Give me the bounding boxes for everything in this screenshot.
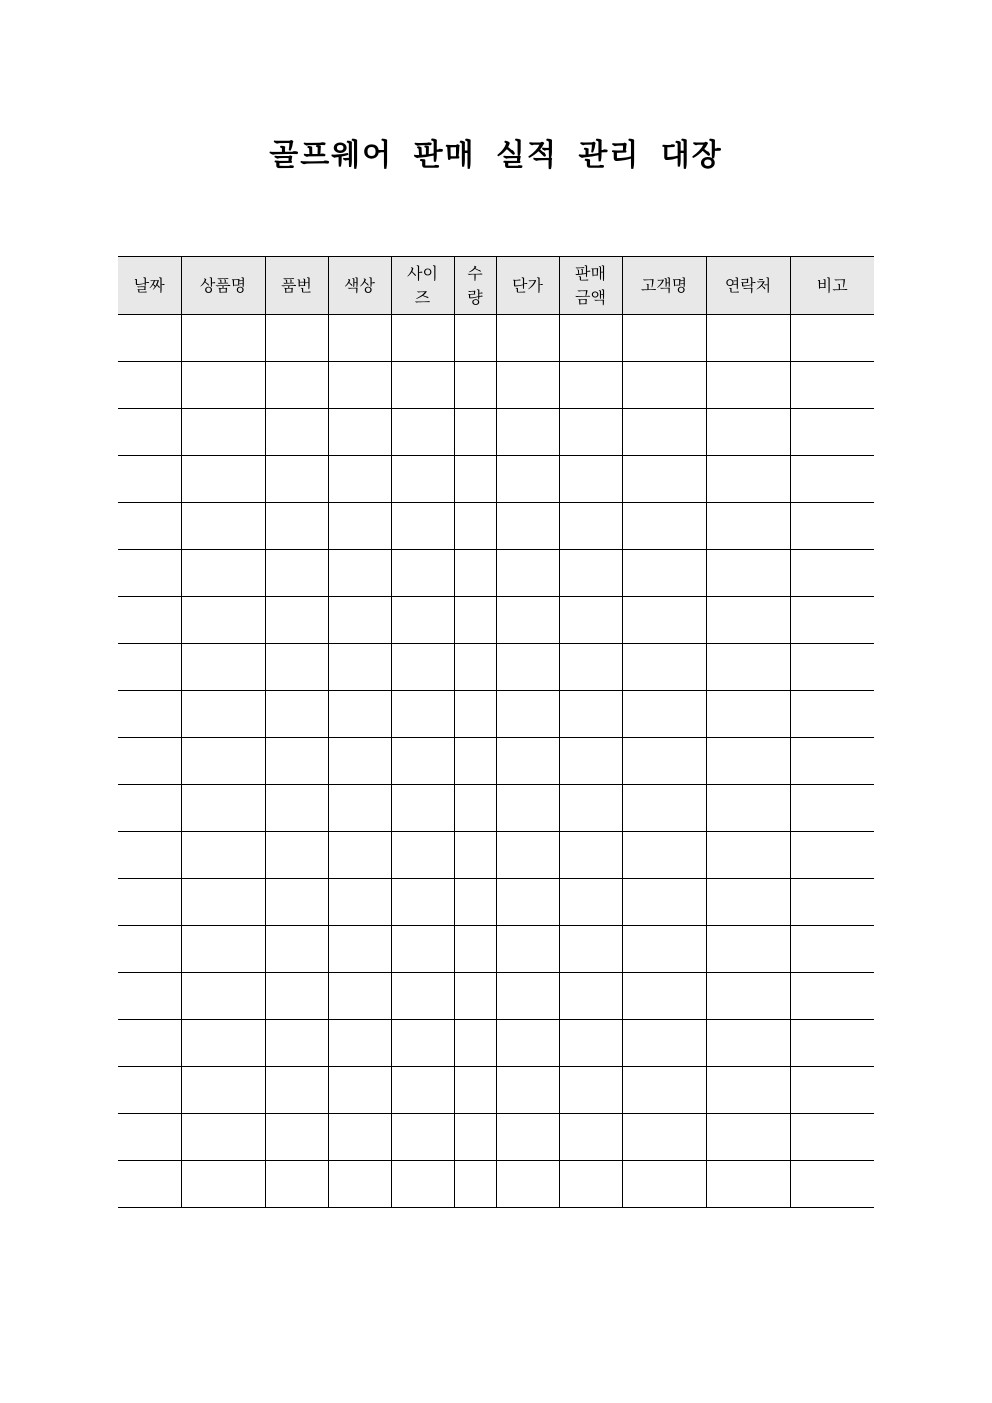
- table-cell[interactable]: [391, 409, 454, 456]
- column-header: [790, 257, 874, 315]
- table-cell[interactable]: [496, 785, 559, 832]
- table-row: [118, 879, 874, 926]
- table-cell[interactable]: [328, 550, 391, 597]
- table-cell[interactable]: [790, 973, 874, 1020]
- table-cell[interactable]: [559, 456, 622, 503]
- table-row: [118, 409, 874, 456]
- table-cell[interactable]: [706, 550, 790, 597]
- table-cell[interactable]: [328, 691, 391, 738]
- column-header-label: 단가: [512, 275, 543, 295]
- table-cell[interactable]: [454, 456, 496, 503]
- table-cell[interactable]: [391, 1161, 454, 1208]
- table-cell[interactable]: [496, 644, 559, 691]
- table-cell[interactable]: [328, 644, 391, 691]
- table-cell[interactable]: [181, 879, 265, 926]
- table-cell[interactable]: [265, 691, 328, 738]
- table-cell[interactable]: [454, 644, 496, 691]
- column-header: [118, 257, 181, 315]
- table-cell[interactable]: [559, 644, 622, 691]
- table-cell[interactable]: [454, 1161, 496, 1208]
- column-header-label: 연락처: [724, 275, 772, 295]
- table-cell[interactable]: [265, 832, 328, 879]
- table-row: [118, 1161, 874, 1208]
- column-header-label: 품번: [281, 275, 312, 295]
- column-header-label: 금액: [575, 287, 606, 307]
- table-cell[interactable]: [454, 550, 496, 597]
- column-header-label: 고객명: [640, 275, 688, 295]
- table-cell[interactable]: [559, 691, 622, 738]
- table-cell[interactable]: [265, 926, 328, 973]
- table-cell[interactable]: [706, 879, 790, 926]
- column-header: [454, 257, 496, 315]
- table-cell[interactable]: [706, 503, 790, 550]
- table-cell[interactable]: [328, 1067, 391, 1114]
- table-cell[interactable]: [622, 1020, 706, 1067]
- table-cell[interactable]: [559, 738, 622, 785]
- table-cell[interactable]: [559, 973, 622, 1020]
- table-cell[interactable]: [790, 926, 874, 973]
- table-cell[interactable]: [265, 362, 328, 409]
- table-cell[interactable]: [118, 926, 181, 973]
- table-cell[interactable]: [559, 926, 622, 973]
- table-cell[interactable]: [118, 644, 181, 691]
- table-cell[interactable]: [391, 973, 454, 1020]
- table-cell[interactable]: [391, 691, 454, 738]
- table-cell[interactable]: [391, 832, 454, 879]
- table-cell[interactable]: [118, 1161, 181, 1208]
- table-cell[interactable]: [622, 409, 706, 456]
- table-cell[interactable]: [622, 503, 706, 550]
- table-cell[interactable]: [391, 1114, 454, 1161]
- table-cell[interactable]: [622, 597, 706, 644]
- table-cell[interactable]: [706, 785, 790, 832]
- table-cell[interactable]: [391, 1067, 454, 1114]
- table-cell[interactable]: [790, 832, 874, 879]
- table-cell[interactable]: [454, 738, 496, 785]
- table-cell[interactable]: [181, 1114, 265, 1161]
- table-cell[interactable]: [706, 644, 790, 691]
- table-cell[interactable]: [118, 738, 181, 785]
- table-cell[interactable]: [118, 597, 181, 644]
- table-cell[interactable]: [391, 362, 454, 409]
- table-cell[interactable]: [181, 456, 265, 503]
- table-cell[interactable]: [454, 315, 496, 362]
- table-cell[interactable]: [496, 1067, 559, 1114]
- table-cell[interactable]: [181, 362, 265, 409]
- table-cell[interactable]: [706, 315, 790, 362]
- table-cell[interactable]: [181, 738, 265, 785]
- table-cell[interactable]: [790, 1067, 874, 1114]
- table-cell[interactable]: [790, 738, 874, 785]
- table-cell[interactable]: [454, 503, 496, 550]
- table-cell[interactable]: [265, 785, 328, 832]
- column-header-label: 수: [467, 263, 483, 283]
- column-header-label: 판매: [575, 263, 606, 283]
- table-cell[interactable]: [496, 362, 559, 409]
- table-cell[interactable]: [181, 1020, 265, 1067]
- table-cell[interactable]: [265, 503, 328, 550]
- table-cell[interactable]: [496, 832, 559, 879]
- table-cell[interactable]: [391, 738, 454, 785]
- column-header-label: 비고: [816, 275, 848, 295]
- table-cell[interactable]: [559, 409, 622, 456]
- table-cell[interactable]: [328, 973, 391, 1020]
- table-cell[interactable]: [328, 409, 391, 456]
- table-row: [118, 973, 874, 1020]
- table-cell[interactable]: [559, 832, 622, 879]
- table-cell[interactable]: [706, 738, 790, 785]
- table-row: [118, 1114, 874, 1161]
- table-cell[interactable]: [622, 1161, 706, 1208]
- table-cell[interactable]: [790, 879, 874, 926]
- table-cell[interactable]: [265, 456, 328, 503]
- table-cell[interactable]: [265, 738, 328, 785]
- column-header-label: 사이: [407, 263, 438, 283]
- table-cell[interactable]: [328, 832, 391, 879]
- table-cell[interactable]: [454, 362, 496, 409]
- table-cell[interactable]: [118, 879, 181, 926]
- table-cell[interactable]: [118, 1114, 181, 1161]
- table-cell[interactable]: [265, 879, 328, 926]
- table-cell[interactable]: [559, 315, 622, 362]
- table-row: [118, 597, 874, 644]
- table-cell[interactable]: [622, 785, 706, 832]
- table-cell[interactable]: [496, 973, 559, 1020]
- table-cell[interactable]: [496, 879, 559, 926]
- table-cell[interactable]: [622, 879, 706, 926]
- table-cell[interactable]: [454, 691, 496, 738]
- column-header: [391, 257, 454, 315]
- table-cell[interactable]: [496, 926, 559, 973]
- table-cell[interactable]: [265, 1020, 328, 1067]
- table-cell[interactable]: [622, 550, 706, 597]
- column-header-label: 색상: [344, 275, 375, 295]
- table-cell[interactable]: [706, 926, 790, 973]
- table-cell[interactable]: [454, 1114, 496, 1161]
- table-row: [118, 503, 874, 550]
- table-cell[interactable]: [181, 503, 265, 550]
- table-cell[interactable]: [265, 1161, 328, 1208]
- sales-ledger-table: [118, 256, 874, 1208]
- table-cell[interactable]: [790, 597, 874, 644]
- table-cell[interactable]: [391, 926, 454, 973]
- table-cell[interactable]: [118, 503, 181, 550]
- table-cell[interactable]: [181, 832, 265, 879]
- table-cell[interactable]: [391, 785, 454, 832]
- table-cell[interactable]: [622, 315, 706, 362]
- table-cell[interactable]: [391, 503, 454, 550]
- table-cell[interactable]: [706, 832, 790, 879]
- table-cell[interactable]: [328, 1114, 391, 1161]
- table-cell[interactable]: [706, 973, 790, 1020]
- table-cell[interactable]: [706, 691, 790, 738]
- table-cell[interactable]: [622, 362, 706, 409]
- table-cell[interactable]: [496, 738, 559, 785]
- table-cell[interactable]: [454, 597, 496, 644]
- table-cell[interactable]: [181, 926, 265, 973]
- table-cell[interactable]: [118, 1067, 181, 1114]
- table-cell[interactable]: [790, 785, 874, 832]
- table-cell[interactable]: [454, 926, 496, 973]
- table-cell[interactable]: [496, 409, 559, 456]
- table-cell[interactable]: [265, 550, 328, 597]
- table-cell[interactable]: [118, 550, 181, 597]
- table-cell[interactable]: [454, 832, 496, 879]
- table-cell[interactable]: [790, 550, 874, 597]
- table-cell[interactable]: [454, 1020, 496, 1067]
- table-cell[interactable]: [118, 973, 181, 1020]
- column-header-label: 상품명: [199, 275, 247, 295]
- table-cell[interactable]: [790, 456, 874, 503]
- table-cell[interactable]: [328, 785, 391, 832]
- table-cell[interactable]: [181, 1161, 265, 1208]
- table-row: [118, 785, 874, 832]
- table-cell[interactable]: [391, 597, 454, 644]
- table-cell[interactable]: [181, 785, 265, 832]
- table-cell[interactable]: [706, 1067, 790, 1114]
- column-header-label: 즈: [414, 287, 431, 307]
- table-cell[interactable]: [706, 362, 790, 409]
- table-cell[interactable]: [622, 832, 706, 879]
- column-header: [559, 257, 622, 315]
- page-title: 골프웨어 판매 실적 관리 대장: [269, 138, 723, 173]
- column-header: [181, 257, 265, 315]
- table-cell[interactable]: [559, 1020, 622, 1067]
- table-cell[interactable]: [559, 1114, 622, 1161]
- table-cell[interactable]: [328, 456, 391, 503]
- table-row: [118, 362, 874, 409]
- table-cell[interactable]: [622, 738, 706, 785]
- table-cell[interactable]: [622, 691, 706, 738]
- table-cell[interactable]: [181, 1067, 265, 1114]
- table-cell[interactable]: [454, 409, 496, 456]
- table-cell[interactable]: [496, 1161, 559, 1208]
- column-header: [496, 257, 559, 315]
- table-cell[interactable]: [559, 879, 622, 926]
- table-cell[interactable]: [559, 503, 622, 550]
- table-cell[interactable]: [622, 1114, 706, 1161]
- table-cell[interactable]: [496, 597, 559, 644]
- table-cell[interactable]: [454, 973, 496, 1020]
- table-cell[interactable]: [391, 879, 454, 926]
- table-cell[interactable]: [706, 597, 790, 644]
- table-cell[interactable]: [118, 409, 181, 456]
- table-row: [118, 456, 874, 503]
- table-cell[interactable]: [559, 785, 622, 832]
- table-cell[interactable]: [118, 315, 181, 362]
- table-cell[interactable]: [328, 879, 391, 926]
- table-cell[interactable]: [790, 503, 874, 550]
- table-row: [118, 315, 874, 362]
- table-cell[interactable]: [559, 362, 622, 409]
- table-cell[interactable]: [622, 456, 706, 503]
- table-cell[interactable]: [496, 550, 559, 597]
- table-row: [118, 926, 874, 973]
- table-cell[interactable]: [181, 597, 265, 644]
- table-row: [118, 550, 874, 597]
- table-cell[interactable]: [328, 503, 391, 550]
- table-cell[interactable]: [622, 973, 706, 1020]
- table-cell[interactable]: [790, 315, 874, 362]
- table-cell[interactable]: [790, 691, 874, 738]
- table-row: [118, 738, 874, 785]
- table-cell[interactable]: [391, 550, 454, 597]
- table-cell[interactable]: [265, 597, 328, 644]
- table-cell[interactable]: [328, 315, 391, 362]
- table-row: [118, 691, 874, 738]
- column-header-label: 량: [467, 287, 483, 307]
- table-cell[interactable]: [706, 1020, 790, 1067]
- table-cell[interactable]: [706, 1114, 790, 1161]
- table-cell[interactable]: [790, 1020, 874, 1067]
- table-cell[interactable]: [391, 315, 454, 362]
- table-cell[interactable]: [559, 597, 622, 644]
- table-cell[interactable]: [496, 1114, 559, 1161]
- table-cell[interactable]: [454, 1067, 496, 1114]
- table-cell[interactable]: [328, 926, 391, 973]
- table-cell[interactable]: [265, 644, 328, 691]
- table-cell[interactable]: [790, 362, 874, 409]
- table-cell[interactable]: [265, 409, 328, 456]
- table-cell[interactable]: [328, 738, 391, 785]
- table-cell[interactable]: [454, 785, 496, 832]
- table-cell[interactable]: [496, 315, 559, 362]
- table-cell[interactable]: [496, 456, 559, 503]
- table-cell[interactable]: [622, 644, 706, 691]
- table-cell[interactable]: [181, 409, 265, 456]
- table-cell[interactable]: [622, 1067, 706, 1114]
- table-cell[interactable]: [118, 785, 181, 832]
- table-cell[interactable]: [790, 1161, 874, 1208]
- table-cell[interactable]: [706, 1161, 790, 1208]
- table-cell[interactable]: [328, 1020, 391, 1067]
- column-header: [622, 257, 706, 315]
- table-cell[interactable]: [496, 503, 559, 550]
- table-cell[interactable]: [790, 644, 874, 691]
- table-cell[interactable]: [118, 691, 181, 738]
- table-header-row: [118, 257, 874, 315]
- table-cell[interactable]: [118, 832, 181, 879]
- table-cell[interactable]: [391, 1020, 454, 1067]
- table-cell[interactable]: [559, 550, 622, 597]
- table-cell[interactable]: [118, 456, 181, 503]
- column-header-label: 날짜: [133, 275, 165, 295]
- table-row: [118, 644, 874, 691]
- table-cell[interactable]: [181, 644, 265, 691]
- table-cell[interactable]: [265, 1114, 328, 1161]
- table-cell[interactable]: [790, 409, 874, 456]
- table-cell[interactable]: [265, 973, 328, 1020]
- table-row: [118, 1020, 874, 1067]
- table-cell[interactable]: [559, 1161, 622, 1208]
- table-cell[interactable]: [265, 1067, 328, 1114]
- table-cell[interactable]: [496, 691, 559, 738]
- table-cell[interactable]: [181, 550, 265, 597]
- table-cell[interactable]: [118, 362, 181, 409]
- table-cell[interactable]: [706, 456, 790, 503]
- table-row: [118, 832, 874, 879]
- table-cell[interactable]: [181, 691, 265, 738]
- column-header: [265, 257, 328, 315]
- table-cell[interactable]: [328, 1161, 391, 1208]
- table-cell[interactable]: [559, 1067, 622, 1114]
- table-cell[interactable]: [496, 1020, 559, 1067]
- table-cell[interactable]: [790, 1114, 874, 1161]
- table-cell[interactable]: [181, 315, 265, 362]
- table-cell[interactable]: [265, 315, 328, 362]
- table-body: [118, 315, 874, 1208]
- table-cell[interactable]: [622, 926, 706, 973]
- table-cell[interactable]: [118, 1020, 181, 1067]
- table-row: [118, 1067, 874, 1114]
- table-cell[interactable]: [391, 456, 454, 503]
- table-cell[interactable]: [391, 644, 454, 691]
- column-header: [328, 257, 391, 315]
- table-cell[interactable]: [328, 597, 391, 644]
- table-cell[interactable]: [454, 879, 496, 926]
- table-cell[interactable]: [706, 409, 790, 456]
- table-cell[interactable]: [328, 362, 391, 409]
- column-header: [706, 257, 790, 315]
- table-cell[interactable]: [181, 973, 265, 1020]
